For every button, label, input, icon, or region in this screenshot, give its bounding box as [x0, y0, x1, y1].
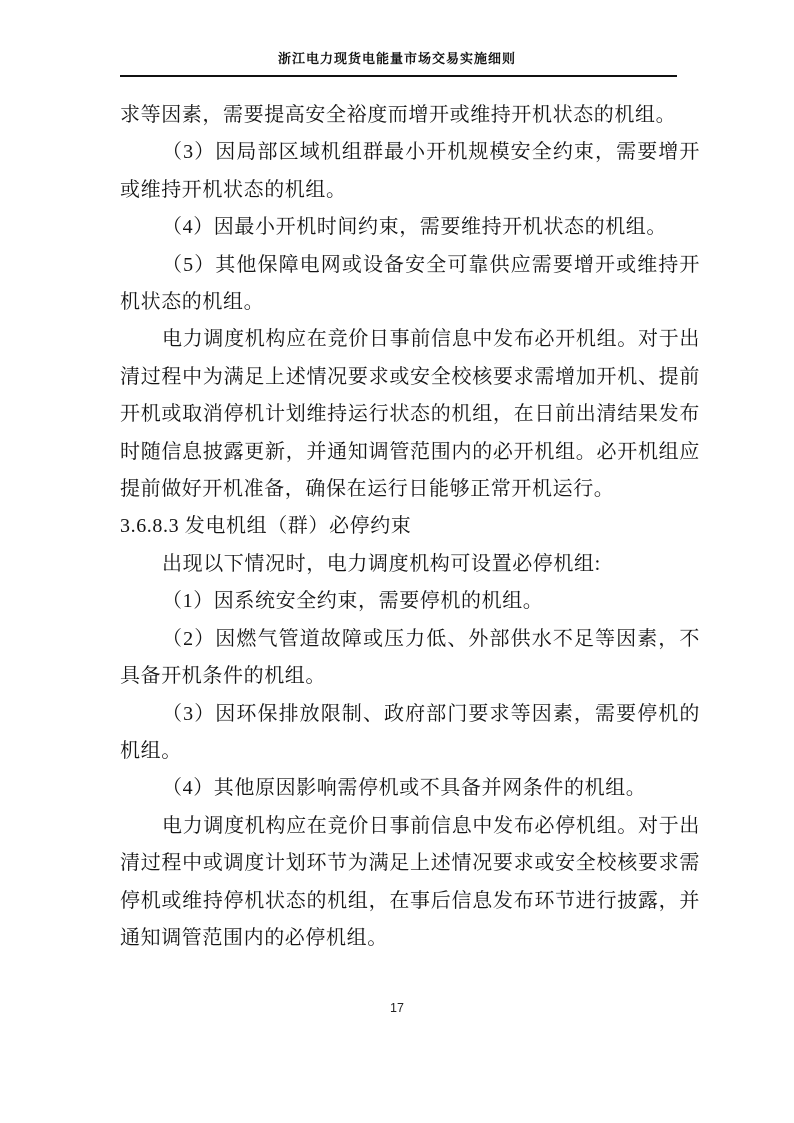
paragraph: 出现以下情况时，电力调度机构可设置必停机组:	[162, 552, 601, 575]
paragraph: 求等因素，需要提高安全裕度而增开或维持开机状态的机组。	[120, 104, 677, 126]
section-heading: 3.6.8.3 发电机组（群）必停约束	[120, 515, 412, 538]
paragraph: （1）因系统安全约束，需要停机的机组。	[162, 590, 544, 613]
paragraph: （3）因环保排放限制、政府部门要求等因素，需要停机的机组。	[120, 702, 700, 762]
page-footer	[0, 999, 794, 1017]
paragraph: （4）其他原因影响需停机或不具备并网条件的机组。	[162, 777, 647, 800]
paragraph: （2）因燃气管道故障或压力低、外部供水不足等因素，不具备开机条件的机组。	[120, 627, 700, 688]
paragraph: （4）因最小开机时间约束，需要维持开机状态的机组。	[162, 216, 667, 239]
paragraph: （3）因局部区域机组群最小开机规模安全约束，需要增开或维持开机状态的机组。	[120, 141, 700, 201]
paragraph: 电力调度机构应在竞价日事前信息中发布必停机组。对于出清过程中或调度计划环节为满足上述情况要求或安全校核要求需停机或维持停机状态的机组，在事后信息发布环节进行披露，并通知调管范围内的必停机组。	[120, 814, 700, 949]
header-title: 浙江电力现货电能量市场交易实施细则	[277, 51, 516, 66]
paragraph: （5）其他保障电网或设备安全可靠供应需要增开或维持开机状态的机组。	[120, 253, 700, 314]
page-number: 17	[390, 1001, 404, 1015]
page-header	[0, 48, 794, 68]
header-rule	[120, 75, 677, 77]
document-body	[120, 97, 700, 957]
paragraph: 电力调度机构应在竞价日事前信息中发布必开机组。对于出清过程中为满足上述情况要求或安全校核要求需增加开机、提前开机或取消停机计划维持运行状态的机组，在日前出清结果发布时随信息披露更新，并通知调管范围内的必开机组。必开机组应提前做好开机准备，确保在运行日能够正常开机运行。	[120, 328, 700, 501]
